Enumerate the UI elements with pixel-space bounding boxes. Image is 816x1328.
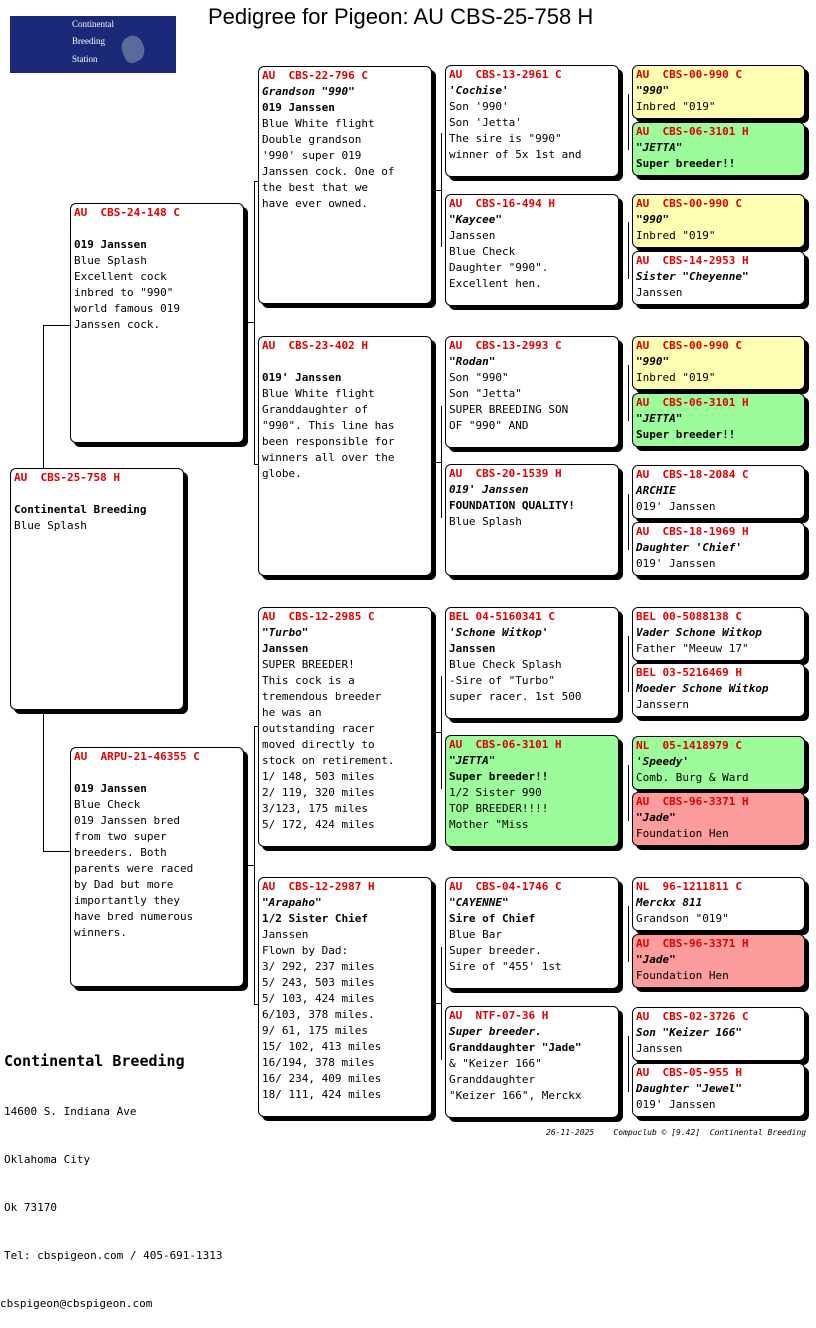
pedigree-card-gen4[interactable] bbox=[632, 663, 805, 717]
pigeon-info-line: Grandson "990" bbox=[262, 85, 355, 98]
pigeon-info-line: Janssen bbox=[262, 928, 309, 941]
pigeon-info-line bbox=[74, 765, 240, 781]
pigeon-info-line: 019 Janssen bbox=[74, 238, 147, 251]
connector bbox=[244, 322, 254, 323]
pigeon-info-line: Sister "Cheyenne" bbox=[636, 270, 749, 283]
pedigree-card-gen4[interactable] bbox=[632, 736, 805, 790]
pigeon-info-line: Blue White flight bbox=[262, 387, 375, 400]
pigeon-info-line: Excellent hen. bbox=[449, 277, 542, 290]
pedigree-card-gen4[interactable] bbox=[632, 393, 805, 447]
pigeon-info-line: Daughter "Jewel" bbox=[636, 1082, 742, 1095]
pigeon-info-line: FOUNDATION QUALITY! bbox=[449, 499, 575, 512]
ring-number: BEL 00-5088138 C bbox=[636, 610, 742, 623]
pedigree-card-dam-sire[interactable] bbox=[258, 607, 432, 847]
pigeon-info-line: winners all over the bbox=[262, 451, 395, 464]
ring-number: AU CBS-12-2987 H bbox=[262, 880, 375, 893]
pigeon-info-line: moved directly to bbox=[262, 738, 375, 751]
pedigree-card-gen4[interactable] bbox=[632, 65, 805, 119]
ring-number: AU CBS-06-3101 H bbox=[636, 125, 749, 138]
pigeon-info-line: Blue Bar bbox=[449, 928, 502, 941]
ring-number: AU CBS-24-148 C bbox=[74, 206, 180, 219]
pigeon-info-line: Inbred "019" bbox=[636, 371, 716, 384]
connector bbox=[628, 494, 629, 550]
pigeon-info-line: -Sire of "Turbo" bbox=[449, 674, 555, 687]
breeder-address-1: 14600 S. Indiana Ave bbox=[4, 1105, 137, 1118]
pigeon-info-line: Janssen bbox=[449, 229, 496, 242]
ring-number: AU CBS-18-1969 H bbox=[636, 525, 749, 538]
pedigree-card-sire[interactable] bbox=[70, 203, 244, 443]
ring-number: AU CBS-00-990 C bbox=[636, 339, 742, 352]
connector bbox=[43, 325, 71, 326]
pigeon-info-line: Super breeder!! bbox=[636, 428, 736, 441]
connector bbox=[441, 947, 442, 1060]
pedigree-card-gen4[interactable] bbox=[632, 877, 805, 931]
logo-line-1: Continental bbox=[72, 19, 114, 29]
pigeon-info-line: 6/103, 378 miles. bbox=[262, 1008, 375, 1021]
pedigree-card-gen3[interactable] bbox=[445, 194, 619, 306]
pigeon-info-line: parents were raced bbox=[74, 862, 194, 875]
ring-number: AU CBS-13-2961 C bbox=[449, 68, 562, 81]
pedigree-card-dam[interactable] bbox=[70, 747, 244, 987]
pedigree-card-gen4[interactable] bbox=[632, 1007, 805, 1061]
pedigree-card-gen4[interactable] bbox=[632, 336, 805, 390]
pigeon-info-line: "Jade" bbox=[636, 811, 676, 824]
pigeon-info-line: Blue Check Splash bbox=[449, 658, 562, 671]
connector bbox=[435, 732, 441, 733]
pigeon-info-line: Janssen bbox=[262, 642, 309, 655]
ring-number: BEL 03-5216469 H bbox=[636, 666, 742, 679]
logo-line-2: Breeding bbox=[72, 36, 105, 46]
pigeon-info-line: Son 'Jetta' bbox=[449, 116, 522, 129]
pigeon-info-line: Daughter "990". bbox=[449, 261, 549, 274]
pigeon-info-line: "Keizer 166", Merckx bbox=[449, 1089, 582, 1102]
pigeon-info-line: '990' super 019 bbox=[262, 149, 362, 162]
pigeon-info-line: Granddaughter "Jade" bbox=[449, 1041, 582, 1054]
breeder-address-2: Oklahoma City bbox=[4, 1153, 91, 1166]
pigeon-info-line: 1/2 Sister Chief bbox=[262, 912, 368, 925]
pedigree-card-gen4[interactable] bbox=[632, 522, 805, 576]
pigeon-info-line: Super breeder. bbox=[449, 944, 542, 957]
connector bbox=[254, 726, 255, 1004]
pigeon-info-line: 1/2 Sister 990 bbox=[449, 786, 542, 799]
pigeon-info-line: Comb. Burg & Ward bbox=[636, 771, 749, 784]
pigeon-info-line: 9/ 61, 175 miles bbox=[262, 1024, 368, 1037]
pigeon-info-line: Moeder Schone Witkop bbox=[636, 682, 769, 695]
pigeon-info-line: 16/ 234, 409 miles bbox=[262, 1072, 382, 1085]
pigeon-info-line: Double grandson bbox=[262, 133, 362, 146]
pigeon-info-line: 15/ 102, 413 miles bbox=[262, 1040, 382, 1053]
pedigree-card-gen4[interactable] bbox=[632, 122, 805, 176]
ring-number: AU CBS-04-1746 C bbox=[449, 880, 562, 893]
connector bbox=[441, 406, 442, 518]
pigeon-info-line: world famous 019 bbox=[74, 302, 180, 315]
ring-number: AU CBS-05-955 H bbox=[636, 1066, 742, 1079]
pigeon-info-line: Granddaughter bbox=[449, 1073, 536, 1086]
connector bbox=[244, 865, 254, 866]
breeder-address-3: Ok 73170 bbox=[4, 1201, 57, 1214]
pigeon-info-line: 019' Janssen bbox=[636, 1098, 716, 1111]
pigeon-info-line: 019' Janssen bbox=[262, 371, 342, 384]
pigeon-info-line: he was an bbox=[262, 706, 322, 719]
pigeon-info-line: "990" bbox=[636, 213, 670, 226]
ring-number: AU CBS-00-990 C bbox=[636, 197, 742, 210]
pedigree-card-subject[interactable] bbox=[10, 468, 184, 710]
breeder-contact: Tel: cbspigeon.com / 405-691-1313 bbox=[4, 1249, 223, 1262]
pedigree-card-sire-dam[interactable] bbox=[258, 336, 432, 576]
pigeon-info-line: "Turbo" bbox=[262, 626, 309, 639]
pigeon-info-line: SUPER BREEDING SON bbox=[449, 403, 569, 416]
pigeon-info-line: Mother "Miss bbox=[449, 818, 529, 831]
pigeon-info-line: "990". This line has bbox=[262, 419, 395, 432]
pigeon-info-line: 019 Janssen bbox=[262, 101, 335, 114]
pigeon-info-line: Sire of "455' 1st bbox=[449, 960, 562, 973]
pigeon-info-line: Son "990" bbox=[449, 371, 509, 384]
pigeon-info-line bbox=[74, 221, 240, 237]
ring-number: AU CBS-06-3101 H bbox=[636, 396, 749, 409]
pedigree-card-gen3[interactable] bbox=[445, 464, 619, 576]
pigeon-info-line: Flown by Dad: bbox=[262, 944, 349, 957]
pigeon-info-line: 019 Janssen bbox=[74, 782, 147, 795]
pigeon-info-line: breeders. Both bbox=[74, 846, 167, 859]
pigeon-info-line: Inbred "019" bbox=[636, 229, 716, 242]
pigeon-info-line: have bred numerous bbox=[74, 910, 194, 923]
ring-number: AU CBS-14-2953 H bbox=[636, 254, 749, 267]
pigeon-info-line: 5/ 172, 424 miles bbox=[262, 818, 375, 831]
connector bbox=[628, 222, 629, 279]
pedigree-card-gen3[interactable] bbox=[445, 877, 619, 989]
pigeon-info-line: Blue Splash bbox=[74, 254, 147, 267]
pigeon-info-line: Continental Breeding bbox=[14, 503, 147, 516]
breeder-info bbox=[0, 1018, 223, 1328]
pigeon-info-line: "Kaycee" bbox=[449, 213, 502, 226]
pigeon-info-line: super racer. 1st 500 bbox=[449, 690, 582, 703]
ring-number: AU CBS-18-2084 C bbox=[636, 468, 749, 481]
connector bbox=[628, 765, 629, 821]
ring-number: AU CBS-12-2985 C bbox=[262, 610, 375, 623]
connector bbox=[441, 133, 442, 247]
pigeon-info-line: Janssen cock. bbox=[74, 318, 161, 331]
pigeon-info-line: OF "990" AND bbox=[449, 419, 529, 432]
pedigree-card-gen3[interactable] bbox=[445, 735, 619, 847]
pigeon-info-line: Excellent cock bbox=[74, 270, 167, 283]
pigeon-info-line: Foundation Hen bbox=[636, 969, 729, 982]
pigeon-info-line bbox=[262, 354, 428, 370]
connector bbox=[441, 676, 442, 789]
connector bbox=[628, 94, 629, 150]
pedigree-card-gen3[interactable] bbox=[445, 1006, 619, 1118]
pigeon-info-line: from two super bbox=[74, 830, 167, 843]
pigeon-info-line: "Jade" bbox=[636, 953, 676, 966]
pigeon-info-line: 019' Janssen bbox=[449, 483, 529, 496]
pigeon-info-line: "Rodan" bbox=[449, 355, 496, 368]
pigeon-info-line: Grandson "019" bbox=[636, 912, 729, 925]
pigeon-info-line: winners. bbox=[74, 926, 127, 939]
pigeon-info-line: 019' Janssen bbox=[636, 557, 716, 570]
logo bbox=[10, 16, 176, 73]
pedigree-card-dam-dam[interactable] bbox=[258, 877, 432, 1117]
pedigree-card-gen3[interactable] bbox=[445, 336, 619, 448]
pigeon-info-line: Janssen bbox=[636, 1042, 683, 1055]
pigeon-info-line: Inbred "019" bbox=[636, 100, 716, 113]
pigeon-info-line: Blue Check bbox=[449, 245, 516, 258]
pedigree-card-gen4[interactable] bbox=[632, 792, 805, 846]
pigeon-info-line: Super breeder!! bbox=[449, 770, 549, 783]
pigeon-info-line: 3/123, 175 miles bbox=[262, 802, 368, 815]
ring-number: AU CBS-06-3101 H bbox=[449, 738, 562, 751]
ring-number: AU CBS-22-796 C bbox=[262, 69, 368, 82]
pigeon-info-line: "CAYENNE" bbox=[449, 896, 509, 909]
pigeon-info-line: importantly they bbox=[74, 894, 180, 907]
pigeon-info-line: Janssen bbox=[449, 642, 496, 655]
pigeon-info-line: 'Cochise' bbox=[449, 84, 509, 97]
pigeon-info-line: the best that we bbox=[262, 181, 368, 194]
connector bbox=[43, 712, 44, 852]
pigeon-info-line: "JETTA" bbox=[636, 141, 683, 154]
pigeon-info-line: been responsible for bbox=[262, 435, 395, 448]
pigeon-info-line: 'Speedy' bbox=[636, 755, 689, 768]
pigeon-info-line: TOP BREEDER!!!! bbox=[449, 802, 549, 815]
pigeon-info-line: Janssen cock. One of bbox=[262, 165, 395, 178]
ring-number: AU CBS-96-3371 H bbox=[636, 795, 749, 808]
pigeon-info-line: "990" bbox=[636, 355, 670, 368]
connector bbox=[628, 365, 629, 421]
logo-line-3: Station bbox=[72, 54, 98, 64]
ring-number: AU CBS-23-402 H bbox=[262, 339, 368, 352]
pigeon-info-line: 5/ 243, 503 miles bbox=[262, 976, 375, 989]
pedigree-card-gen4[interactable] bbox=[632, 251, 805, 305]
pigeon-info-line: 2/ 119, 320 miles bbox=[262, 786, 375, 799]
connector bbox=[628, 906, 629, 962]
pigeon-info-line: 16/194, 378 miles bbox=[262, 1056, 375, 1069]
pigeon-info-line: Granddaughter of bbox=[262, 403, 368, 416]
connector bbox=[628, 636, 629, 692]
pigeon-info-line: SUPER BREEDER! bbox=[262, 658, 355, 671]
ring-number: AU CBS-00-990 C bbox=[636, 68, 742, 81]
pigeon-info-line: by Dad but more bbox=[74, 878, 174, 891]
pedigree-card-gen4[interactable] bbox=[632, 607, 805, 661]
pigeon-info-line: tremendous breeder bbox=[262, 690, 382, 703]
pigeon-info-line: 'Schone Witkop' bbox=[449, 626, 549, 639]
page-title: Pedigree for Pigeon: AU CBS-25-758 H bbox=[208, 4, 594, 29]
ring-number: AU CBS-25-758 H bbox=[14, 471, 120, 484]
pigeon-info-line: Blue Splash bbox=[14, 519, 87, 532]
pigeon-info-line: Janssen bbox=[636, 286, 683, 299]
connector bbox=[435, 190, 441, 191]
pigeon-info-line: Blue Splash bbox=[449, 515, 522, 528]
pigeon-info-line: & "Keizer 166" bbox=[449, 1057, 542, 1070]
connector bbox=[43, 325, 44, 470]
pigeon-info-line: Daughter 'Chief' bbox=[636, 541, 742, 554]
pigeon-info-line: Son "Jetta" bbox=[449, 387, 522, 400]
pedigree-card-sire-sire[interactable] bbox=[258, 66, 432, 304]
pigeon-info-line: winner of 5x 1st and bbox=[449, 148, 582, 161]
connector bbox=[254, 181, 255, 464]
pigeon-info-line: Father "Meeuw 17" bbox=[636, 642, 749, 655]
pigeon-info-line: Janssern bbox=[636, 698, 689, 711]
pigeon-info-line: 019' Janssen bbox=[636, 500, 716, 513]
pigeon-info-line bbox=[14, 486, 180, 502]
ring-number: NL 05-1418979 C bbox=[636, 739, 742, 752]
pedigree-card-gen4[interactable] bbox=[632, 934, 805, 988]
pigeon-info-line: Blue White flight bbox=[262, 117, 375, 130]
pigeon-info-line: Vader Schone Witkop bbox=[636, 626, 762, 639]
pigeon-info-line: Merckx 811 bbox=[636, 896, 703, 909]
pigeon-info-line: Blue Check bbox=[74, 798, 141, 811]
pigeon-info-line: outstanding racer bbox=[262, 722, 375, 735]
pigeon-info-line: 3/ 292, 237 miles bbox=[262, 960, 375, 973]
pigeon-info-line: "JETTA" bbox=[449, 754, 496, 767]
connector bbox=[435, 1003, 441, 1004]
pigeon-info-line: Super breeder. bbox=[449, 1025, 542, 1038]
pigeon-info-line: 5/ 103, 424 miles bbox=[262, 992, 375, 1005]
pigeon-info-line: stock on retirement. bbox=[262, 754, 395, 767]
ring-number: NL 96-1211811 C bbox=[636, 880, 742, 893]
pigeon-info-line: 18/ 111, 424 miles bbox=[262, 1088, 382, 1101]
pedigree-card-gen4[interactable] bbox=[632, 1063, 805, 1117]
pigeon-info-line: The sire is "990" bbox=[449, 132, 562, 145]
ring-number: AU CBS-96-3371 H bbox=[636, 937, 749, 950]
pigeon-icon bbox=[118, 33, 149, 66]
footer: 26-11-2025 Compuclub © [9.42] Continental Breeding bbox=[546, 1128, 807, 1137]
pigeon-info-line: "Arapaho" bbox=[262, 896, 322, 909]
pedigree-card-gen4[interactable] bbox=[632, 194, 805, 248]
pigeon-info-line: Foundation Hen bbox=[636, 827, 729, 840]
ring-number: AU CBS-13-2993 C bbox=[449, 339, 562, 352]
connector bbox=[43, 851, 71, 852]
ring-number: AU CBS-16-494 H bbox=[449, 197, 555, 210]
ring-number: AU ARPU-21-46355 C bbox=[74, 750, 200, 763]
pigeon-info-line: ARCHIE bbox=[636, 484, 676, 497]
pigeon-info-line: globe. bbox=[262, 467, 302, 480]
pigeon-info-line: Sire of Chief bbox=[449, 912, 536, 925]
ring-number: BEL 04-5160341 C bbox=[449, 610, 555, 623]
pigeon-info-line: 1/ 148, 503 miles bbox=[262, 770, 375, 783]
pedigree-card-gen4[interactable] bbox=[632, 465, 805, 519]
pigeon-info-line: have ever owned. bbox=[262, 197, 368, 210]
pigeon-info-line: inbred to "990" bbox=[74, 286, 174, 299]
ring-number: AU CBS-20-1539 H bbox=[449, 467, 562, 480]
pigeon-info-line: "990" bbox=[636, 84, 670, 97]
connector bbox=[628, 1036, 629, 1092]
ring-number: AU CBS-02-3726 C bbox=[636, 1010, 749, 1023]
pedigree-card-gen3[interactable] bbox=[445, 607, 619, 719]
connector bbox=[435, 462, 441, 463]
breeder-email: cbspigeon@cbspigeon.com bbox=[0, 1297, 153, 1310]
pigeon-info-line: Son '990' bbox=[449, 100, 509, 113]
ring-number: AU NTF-07-36 H bbox=[449, 1009, 549, 1022]
pigeon-info-line: Son "Keizer 166" bbox=[636, 1026, 742, 1039]
pigeon-info-line: "JETTA" bbox=[636, 412, 683, 425]
pigeon-info-line: Super breeder!! bbox=[636, 157, 736, 170]
pigeon-info-line: 019 Janssen bred bbox=[74, 814, 180, 827]
pigeon-info-line: This cock is a bbox=[262, 674, 355, 687]
pedigree-card-gen3[interactable] bbox=[445, 65, 619, 177]
breeder-name: Continental Breeding bbox=[4, 1052, 185, 1070]
